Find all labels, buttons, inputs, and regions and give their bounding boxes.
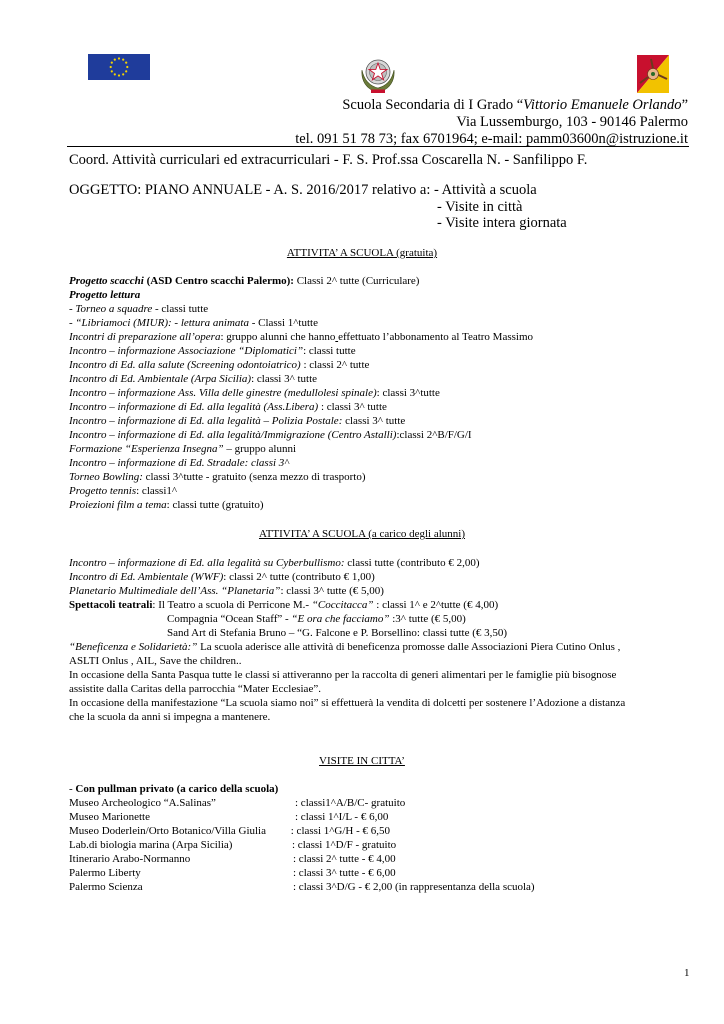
- free-activities-list: [69, 274, 533, 512]
- list-item: Formazione “Esperienza Insegna” – gruppo alunni: [69, 443, 297, 455]
- list-item: Incontro di Ed. Ambientale (WWF): classi 2^ tutte (contributo € 1,00): [69, 571, 375, 583]
- section-title-city-visits: VISITE IN CITTA’: [319, 755, 405, 767]
- table-row: Museo Archeologico “A.Salinas” : classi1^A/B/C- gratuito: [69, 797, 406, 809]
- subject-item-full-day-visits: - Visite intera giornata: [437, 215, 567, 231]
- coordination-line: Coord. Attività curriculari ed extracurriculari - F. S. Prof.ssa Coscarella N. - Sanfilippo F.: [69, 152, 588, 168]
- list-item: “Beneficenza e Solidarietà:” La scuola aderisce alle attività di beneficenza promosse dalle Associazioni Piera Cutino Onlus ,: [69, 641, 621, 653]
- sicily-flag-icon: [637, 55, 669, 93]
- section-title-free-activities: ATTIVITA’ A SCUOLA (gratuita): [286, 247, 438, 259]
- list-item: assistite dalla Caritas della parrocchia “Mater Ecclesiae”.: [69, 683, 321, 695]
- italian-republic-emblem-icon: [358, 52, 398, 96]
- list-item: In occasione della Santa Pasqua tutte le classi si attiveranno per la raccolta di generi alimentari per le famiglie più bisognose: [69, 669, 617, 681]
- list-item: Spettacoli teatrali: Il Teatro a scuola di Perricone M.- “Coccitacca” : classi 1^ e 2^tutte (€ 4,00): [69, 599, 499, 611]
- list-item: Planetario Multimediale dell’Ass. “Planetaria”: classi 3^ tutte (€ 5,00): [69, 585, 384, 597]
- list-item: Compagnia “Ocean Staff” - “E ora che facciamo” :3^ tutte (€ 5,00): [167, 613, 466, 625]
- list-item: In occasione della manifestazione “La scuola siamo noi” si effettuerà la vendita di dolcetti per sostenere l’Adozione a distanza: [69, 697, 626, 709]
- list-item: Progetto scacchi (ASD Centro scacchi Palermo): Classi 2^ tutte (Curriculare): [69, 275, 420, 287]
- subject-line: OGGETTO: PIANO ANNUALE - A. S. 2016/2017 relativo a: - Attività a scuola: [69, 182, 537, 198]
- page-number: 1: [684, 967, 690, 979]
- table-row: Itinerario Arabo-Normanno : classi 2^ tutte - € 4,00: [69, 853, 396, 865]
- eu-flag-icon: [88, 54, 150, 80]
- list-item: - Torneo a squadre - classi tutte: [69, 303, 209, 315]
- list-item: Incontro – informazione di Ed. Stradale: classi 3^: [69, 457, 289, 469]
- table-row: Museo Marionette : classi 1^I/L - € 6,00: [69, 811, 389, 823]
- table-row: Museo Doderlein/Orto Botanico/Villa Giulia : classi 1^G/H - € 6,50: [69, 825, 391, 837]
- table-row: Palermo Scienza : classi 3^D/G - € 2,00 (in rappresentanza della scuola): [69, 881, 535, 893]
- list-item: - “Libriamoci (MIUR): - lettura animata - Classi 1^tutte: [69, 317, 318, 329]
- list-item: ASLTI Onlus , AIL, Save the children..: [69, 655, 242, 667]
- section-title-paid-activities: ATTIVITA’ A SCUOLA (a carico degli alunni): [258, 528, 466, 540]
- list-item: - Con pullman privato (a carico della scuola): [69, 783, 279, 795]
- list-item: Progetto tennis: classi1^: [69, 485, 178, 497]
- school-name: Scuola Secondaria di I Grado “Vittorio Emanuele Orlando”: [342, 97, 688, 113]
- school-address: Via Lussemburgo, 103 - 90146 Palermo: [456, 114, 688, 130]
- list-item: Incontri di preparazione all’opera: gruppo alunni che hanno effettuato l’abbonamento al Teatro Massimo: [69, 331, 534, 343]
- list-item: Incontro di Ed. Ambientale (Arpa Sicilia): classi 3^ tutte: [69, 373, 318, 385]
- list-item: Incontro – informazione di Ed. alla legalità/Immigrazione (Centro Astalli):classi 2^B/F/G/I: [69, 429, 472, 441]
- list-item: Progetto lettura: [69, 289, 141, 301]
- list-item: Incontro di Ed. alla salute (Screening odontoiatrico) : classi 2^ tutte: [69, 359, 370, 371]
- school-contacts: tel. 091 51 78 73; fax 6701964; e-mail: pamm03600n@istruzione.it: [295, 131, 688, 147]
- list-item: Proiezioni film a tema: classi tutte (gratuito): [69, 499, 264, 511]
- list-item: Incontro – informazione di Ed. alla legalità su Cyberbullismo: classi tutte (contributo € 2,00): [69, 557, 480, 569]
- list-item: Torneo Bowling: classi 3^tutte - gratuito (senza mezzo di trasporto): [69, 471, 366, 483]
- list-item: Incontro – informazione Ass. Villa delle ginestre (medullolesi spinale): classi 3^tutte: [69, 387, 440, 399]
- list-item: Incontro – informazione Associazione “Diplomatici”: classi tutte: [69, 345, 356, 357]
- paid-activities-list: [69, 556, 625, 724]
- table-row: Palermo Liberty : classi 3^ tutte - € 6,00: [69, 867, 396, 879]
- list-item: Sand Art di Stefania Bruno – “G. Falcone e P. Borsellino: classi tutte (€ 3,50): [167, 627, 508, 639]
- table-row: Lab.di biologia marina (Arpa Sicilia) : classi 1^D/F - gratuito: [69, 839, 397, 851]
- list-item: Incontro – informazione di Ed. alla legalità – Polizia Postale: classi 3^ tutte: [69, 415, 406, 427]
- city-visits-list: [69, 782, 535, 894]
- header-divider: [67, 146, 689, 147]
- subject-item-city-visits: - Visite in città: [437, 199, 523, 215]
- list-item: che la scuola da anni si impegna a mantenere.: [69, 711, 271, 723]
- list-item: Incontro – informazione di Ed. alla legalità (Ass.Libera) : classi 3^ tutte: [69, 401, 387, 413]
